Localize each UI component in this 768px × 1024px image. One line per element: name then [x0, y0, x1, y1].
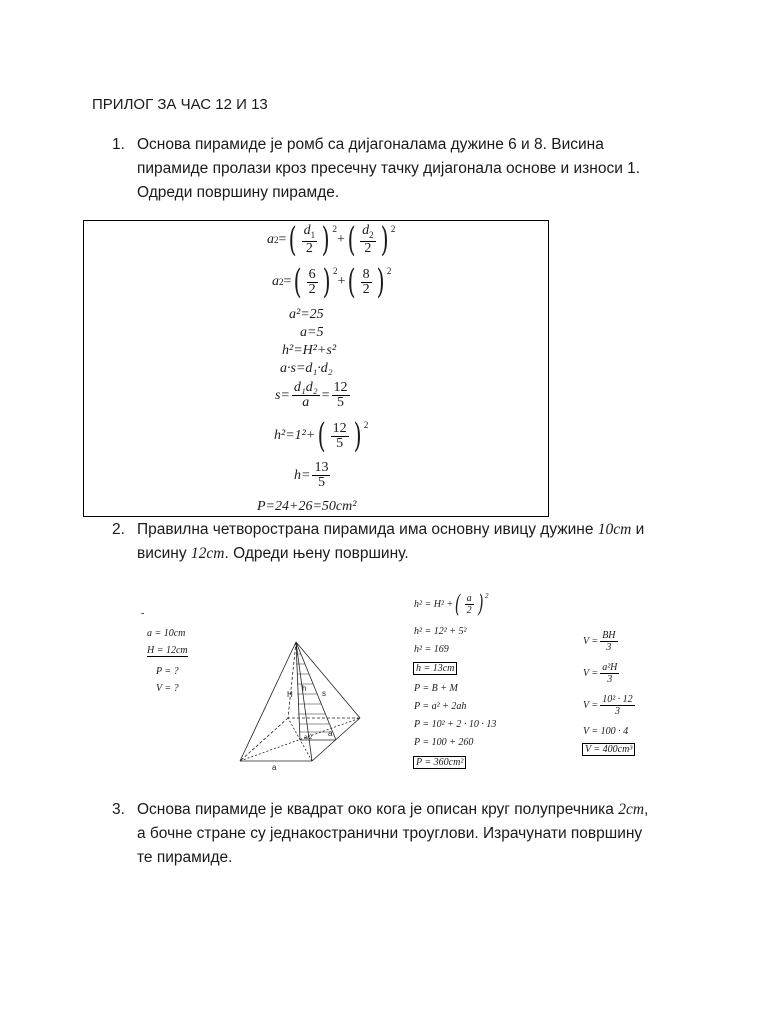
lateral-edge-3 — [296, 642, 360, 718]
formula-h2-value: h²=1²+ ( $\frac{12}{5}$ ) $^2$ — [274, 416, 369, 456]
formula-a2-diagonals: a 2 = ( $\frac{d_1}{2}$ ) $^2$ + ( $\frac{d_2}{2}$ ) $^2$ — [267, 220, 396, 260]
task-3-number: 3. — [112, 801, 125, 818]
surface-line-6: P = a² + 2ah — [414, 701, 467, 712]
task-2-number: 2. — [112, 521, 125, 538]
triangle-hatching — [296, 654, 332, 732]
task-3 — [112, 798, 697, 870]
volume-line-5: V = 400cm³ — [582, 743, 635, 756]
formula-h-squared: h²=H²+s² — [282, 343, 337, 358]
formula-a2-values: a 2 = ( $\frac{6}{2}$ ) $^2$ + ( $\frac{8}{2}$ ) $^2$ — [272, 262, 392, 302]
label-a-half: a/2 — [304, 735, 313, 741]
surface-line-8: P = 100 + 260 — [414, 737, 474, 748]
given-P: P = ? — [156, 666, 179, 677]
task-1-line-2: пирамиде пролази кроз пресечну тачку дијагонала основе и износи 1. — [137, 160, 641, 177]
task-3-line-2: а бочне стране су једнакостранични троуглови. Израчунати површину — [137, 825, 643, 842]
given-H: H = 12cm — [147, 645, 188, 656]
lateral-edge-4 — [288, 642, 296, 718]
formula-surface-result: P=24+26=50cm² — [257, 499, 357, 514]
surface-line-1: h² = H² + ( $\frac{a}{2}$ ) $^2$ — [414, 590, 489, 618]
volume-line-1: V = $\frac{BH}{3}$ — [583, 630, 616, 653]
label-a-side: a — [328, 729, 333, 738]
task-1 — [112, 133, 697, 205]
surface-line-3: h² = 169 — [414, 644, 449, 655]
page-heading: ПРИЛОГ ЗА ЧАС 12 И 13 — [92, 96, 268, 113]
solution-box — [83, 220, 549, 517]
label-s: s — [322, 689, 326, 698]
task-2-line-2: висину 12cm. Одреди њену површину. — [137, 545, 409, 562]
lateral-edge-1 — [240, 642, 296, 761]
base-left-edge — [240, 718, 288, 761]
surface-line-4: h = 13cm — [413, 662, 457, 675]
formula-h: h= $\frac{13}{5}$ — [294, 460, 329, 490]
volume-line-2: V = $\frac{\text{a²H}}{3}$ — [583, 662, 618, 685]
formula-a2-25: a²=25 — [289, 307, 324, 322]
volume-line-4: V = 100 · 4 — [583, 726, 629, 737]
surface-line-5: P = B + M — [414, 683, 458, 694]
given-a: a = 10cm — [147, 628, 186, 639]
label-H: H — [287, 690, 293, 699]
task-3-line-1: Основа пирамиде је квадрат око кога је описан круг полупречника 2cm, — [137, 801, 649, 818]
task-1-line-1: Основа пирамиде је ромб са дијагоналама дужине 6 и 8. Висина — [137, 136, 604, 153]
formula-a-5: a=5 — [300, 325, 324, 340]
task-2-line-1: Правилна четворострана пирамида има основну ивицу дужине 10cm и — [137, 521, 645, 538]
given-V: V = ? — [156, 683, 179, 694]
task-3-line-3: те пирамиде. — [137, 849, 233, 866]
formula-a-times-s: a·s=d₁·d₂ — [280, 361, 333, 376]
given-dash: - — [141, 608, 145, 619]
label-a-base: a — [272, 763, 277, 772]
surface-line-9: P = 360cm² — [413, 756, 466, 769]
volume-line-3: V = $\frac{\text{10² · 12}}{3}$ — [583, 694, 633, 717]
task-1-line-3: Одреди површину пирамде. — [137, 184, 340, 201]
formula-s: s= $\frac{\text{d₁d₂}}{a}$ = $\frac{12}{5}$ — [275, 380, 348, 410]
label-h: h — [302, 684, 307, 693]
surface-line-2: h² = 12² + 5² — [414, 626, 467, 637]
pyramid-figure — [230, 636, 370, 772]
surface-line-7: P = 10² + 2 · 10 · 13 — [414, 719, 497, 730]
task-1-number: 1. — [112, 136, 125, 153]
task-2 — [112, 518, 697, 566]
